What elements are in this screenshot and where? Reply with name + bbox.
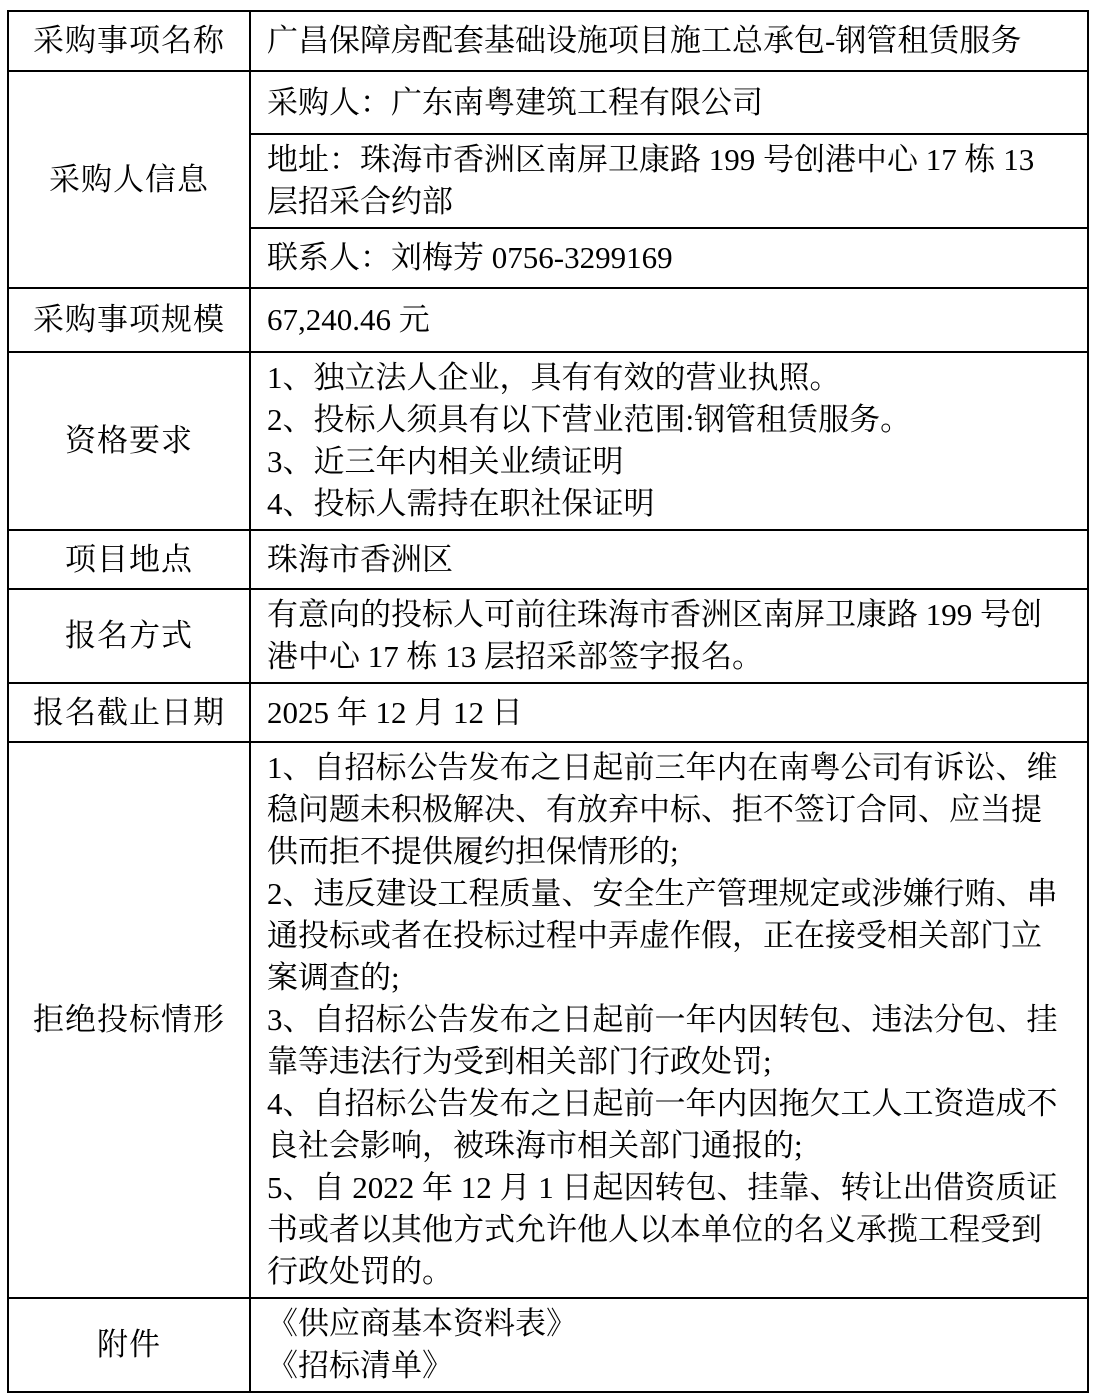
row-procurement-name <box>8 11 1088 71</box>
attachments-label: 附件 <box>8 1298 250 1392</box>
purchaser-name-value: 采购人：广东南粤建筑工程有限公司 <box>250 71 1088 134</box>
qualification-item: 1、独立法人企业，具有有效的营业执照。 <box>267 360 841 395</box>
procurement-name-label: 采购事项名称 <box>8 11 250 71</box>
location-label: 项目地点 <box>8 530 250 589</box>
row-purchaser-name <box>8 71 1088 134</box>
attachment-item: 《招标清单》 <box>267 1348 453 1383</box>
rejection-cases-label: 拒绝投标情形 <box>8 742 250 1298</box>
row-scale <box>8 288 1088 352</box>
qualifications-value <box>250 352 1088 530</box>
purchaser-address-value: 地址：珠海市香洲区南屏卫康路 199 号创港中心 17 栋 13 层招采合约部 <box>250 134 1088 228</box>
registration-deadline-value: 2025 年 12 月 12 日 <box>250 683 1088 742</box>
procurement-name-value: 广昌保障房配套基础设施项目施工总承包-钢管租赁服务 <box>250 11 1088 71</box>
procurement-notice-table <box>7 10 1089 1393</box>
rejection-case-item: 4、自招标公告发布之日起前一年内因拖欠工人工资造成不良社会影响，被珠海市相关部门通报的; <box>267 1086 1058 1163</box>
qualifications-label: 资格要求 <box>8 352 250 530</box>
attachment-item: 《供应商基本资料表》 <box>267 1306 577 1341</box>
registration-method-value: 有意向的投标人可前往珠海市香洲区南屏卫康路 199 号创港中心 17 栋 13 层招采部签字报名。 <box>250 589 1088 683</box>
row-qualifications <box>8 352 1088 530</box>
row-registration-method <box>8 589 1088 683</box>
row-attachments <box>8 1298 1088 1392</box>
scale-label: 采购事项规模 <box>8 288 250 352</box>
row-rejection-cases <box>8 742 1088 1298</box>
qualification-item: 4、投标人需持在职社保证明 <box>267 486 655 521</box>
attachments-value <box>250 1298 1088 1392</box>
scale-value: 67,240.46 元 <box>250 288 1088 352</box>
purchaser-contact-value: 联系人：刘梅芳 0756-3299169 <box>250 228 1088 288</box>
row-location <box>8 530 1088 589</box>
purchaser-info-label: 采购人信息 <box>8 71 250 288</box>
qualification-item: 2、投标人须具有以下营业范围:钢管租赁服务。 <box>267 402 912 437</box>
row-registration-deadline <box>8 683 1088 742</box>
qualification-item: 3、近三年内相关业绩证明 <box>267 444 624 479</box>
registration-method-label: 报名方式 <box>8 589 250 683</box>
rejection-case-item: 1、自招标公告发布之日起前三年内在南粤公司有诉讼、维稳问题未积极解决、有放弃中标、拒不签订合同、应当提供而拒不提供履约担保情形的; <box>267 750 1058 869</box>
rejection-case-item: 2、违反建设工程质量、安全生产管理规定或涉嫌行贿、串通投标或者在投标过程中弄虚作假，正在接受相关部门立案调查的; <box>267 876 1058 995</box>
registration-deadline-label: 报名截止日期 <box>8 683 250 742</box>
rejection-case-item: 5、自 2022 年 12 月 1 日起因转包、挂靠、转让出借资质证书或者以其他方式允许他人以本单位的名义承揽工程受到行政处罚的。 <box>267 1170 1058 1289</box>
rejection-cases-value <box>250 742 1088 1298</box>
location-value: 珠海市香洲区 <box>250 530 1088 589</box>
rejection-case-item: 3、自招标公告发布之日起前一年内因转包、违法分包、挂靠等违法行为受到相关部门行政处罚; <box>267 1002 1058 1079</box>
